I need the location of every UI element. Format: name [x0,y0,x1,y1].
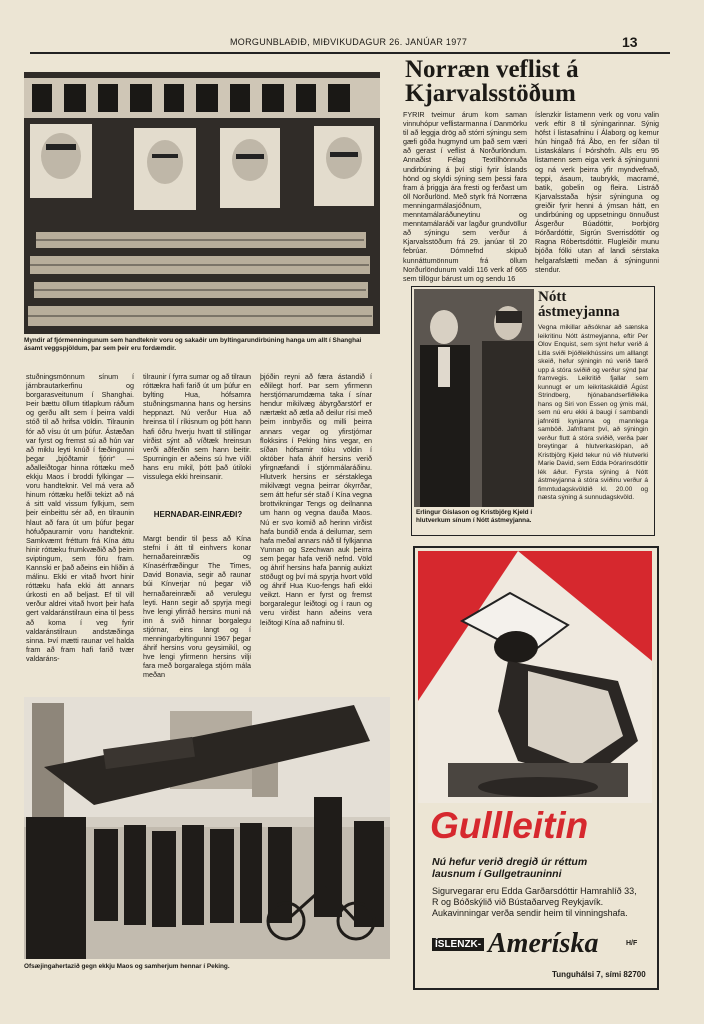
ad-company-prefix: ÍSLENZK- [432,938,484,951]
ad-logo [430,928,650,964]
photo-shanghai-posters-art [24,72,380,334]
right-article-headline: Norræn veflist á Kjarvalsstöðum [405,56,579,107]
photo-theater-actors-art [414,289,534,507]
ad-address: Tunguhálsi 7, sími 82700 [552,970,646,979]
left-article-col3: þjóðin reyni að færa ástandið í eðlilegt horf. Þar sem yfirmenn herstjórnarumdæma taka í sínar hendur mikilvæg ábyrgðarstörf er nærtækt að ætla að deilur rísi með þeim innbyrðis og milli þeirra annars vegar og yfirstjórnar flokksins í Peking hins vegar, en síðan hófsamir tóku völdin í október hafa áhrif hersins verið yfirgnæfandi í stjórnmálaráðinu. Hlutverk hersins er sérstaklega mikilvægt vegna þeirrar ókyrrðar, sem átt hefur sér stað í Kína vegna brottvikningar Tengs og deilnanna um hann og vegna dauða Maos. Nú er svo komið að herinn virðist hafa bundið enda á deilurnar, sem hafa meðal annars náð til fylkjanna Yunnan og Szechwan auk þeirra sem þegar hafa verið nefnd. Völd og áhrif hersins hafa þannig aukizt stöðugt og því má spyrja hvort völd og áhrif Hua Kuo-fengs hafi ekki veikzt. Hann er fyrst og fremst borgaralegur leiðtogi og í raun og veru virðist hann aðeins vera leiðtogi Kína að nafninu til. [260,372,372,627]
ad-company-suffix: H/F [626,940,638,947]
photo-peking-demonstration-art [24,697,390,959]
ad-winners: Sigurvegarar eru Edda Garðarsdóttir Hamrahlíð 33, R og Bóðskýlið við Bústaðarveg Reykjavík. Aukavinningar verða sendir heim til vinningshafa. [432,886,637,918]
ad-prospector-art [418,551,652,803]
masthead: MORGUNBLAÐIÐ, MIÐVIKUDAGUR 26. JANÚAR 1977 [230,37,468,47]
header-rule [30,52,670,54]
photo-peking-demonstration [24,697,390,959]
left-article-subhead: HERNAÐAR-EINRÆÐI? [153,510,243,519]
page-number: 13 [622,34,638,50]
ad-slogan: Nú hefur verið dregið úr réttum lausnum í Gullgetrauninni [432,856,588,880]
photo-theater-actors [414,289,534,507]
right-article-col1: FYRIR tveimur árum kom saman vinnuhópur veflistarmanna í Danmörku til að leggja drög að stórri sýningu sem gæfi góða hugmynd um það sem væri að gerast í veflist á Norðurlöndum. Annaðist Félag Textílhönnuða undirbúning á því stigi fyrir Íslands hönd og skyldi sýning sem þessi fara fram á þriggja ára fresti og ferðast um öll Norðurlönd. Með styrk frá Norræna menningarmálasjóðnum, menntamálaráðuneytinu og menntamálaráði var lagður grundvöllur að sýningu sem verður á Kjarvalsstöðum frá 29. janúar til 20 febrúar. Dómnefnd skipuð kunnáttumönnum frá öllum Norðurlöndunum valdi 116 verk af 665 sem tillögur bárust um og sendu 16 [403,110,527,283]
theater-title: Nótt ástmeyjanna [538,289,620,320]
ad-brand: Gullleitin [430,805,589,846]
photo1-caption: Myndir af fjórmenningunum sem handteknir voru og sakaðir um byltingarundirbúning hanga um allt í Shanghai ásamt veggspjöldum, þar sem þeir eru fordæmdir. [24,337,362,352]
photo2-caption: Ofsæjingahertazið gegn ekkju Maos og samherjum hennar í Peking. [24,963,230,970]
theater-body: Vegna mikillar aðsóknar að sænska leikritinu Nótt ástmeyjanna, eftir Per Olov Enquist, sem sýnt hefur verið á Litla sviði Þjóðleikhússins um alllangt skeið, hefur sýningin nú verið færð upp á stóra sviðið og verður sýnd þar framvegis. Leikritið fjallar sem kunnugt er um leikritaskáldið Ágúst Strindberg, hjónabandserfiðleika hans og Siri von Essen og ýmis mál, sem nú eru ekki á baugi í sambandi jafnrétti kynjanna og mannlega samböð. Jafnframt því, að sýningin verður flutt á stóra sviðið, verða þær breytingar á hlutverkaskipan, að Kristbjörg Kjeld tekur nú við hlutverki Marie David, sem Edda Þórarinsdóttir lék áður. Fyrsta sýning á Nótt ástmeyjanna á stóra sviðinu verður á fimmtudagskvöldið kl. 20.00 og næsta sýning á sunnudagskvöld. [538,324,648,501]
left-article-col1: stuðningsmönnum sínum í járnbrautarkerfinu og borgarasveitunum í Shanghai. Þeir bættu öllum titlapkum ráðum og gerðu allt sem í þeirra valdi stóð til að hrifsa völdin. Tilraunin fór að vísu út um þúfur. Ástæðan var fyrst og fremst sú að hún var að miklu leyti knúð í fæðingunni þegar „bjóðtamir fjórir“ — aðalleiðtogar hinna róttæku með ekkju Maos í broddi fylkingar — voru handteknir. Vel má vera að hinum róttæku hefði tekizt að ná á sitt vald vissum fylkjum, sem þeir einbeittu sér að, en tilraunin hlaut að fara út um þúfur þegar höfuðpaurarnir voru handteknir. Samkvæmt fréttum frá Kína áttu hinir róttæku frumkvæðið að þeim sviptingum, sem fóru fram. Kannski er það aðeins ein hliðin á málinu. Ekki er vitað hvort hinir róttæku hafa ekki átt annars úrkosti en að beljast. Ef til vill verður aldrei vitað hvort þeir hafa gert valdaránstilraun eina til þess að koma í veg fyrir valdaránstilraun andstæðinga sinna. Því mætti raunar vel halda fram að fram hafi farið tvær valdaráns- [26,372,134,663]
left-article-col2b: Margt bendir til þess að Kína stefni í átt til einhvers konar hernaðareinræðis og Kínasérfræðingur The Times, David Bonavia, segir að raunar búi Kínverjar nú þegar við hernaðareinræði að verulegu leyti. Hann segir að spyrja megi hve lengi yfirráð hersins muni ná inn á svið hinnar borgalegu stjórnar, eins langt og í menningarbyltingunni 1967 þegar áhrif hersins voru geysimikil, og hve lengi yfirmenn hersins vilji fara með borgaralega stjórn mála meðan [143,534,251,680]
theater-photo-caption: Erlingur Gíslason og Kristbjörg Kjeld í hlutverkum sínum í Nótt ástmeyjanna. [416,509,533,524]
photo-shanghai-posters [24,72,380,334]
right-article-col2: íslenzkir listamenn verk og voru valin verk eftir 8 til sýningarinnar. Sýnig höfst í listasafninu í Álaborg og kemur hún hingað frá Åbo, en fer síðan til Listaskálans í Þórshöfn. Alls eru 95 listamenn sem eiga verk á sýningunni og ná verk þeirra yfir myndvefnað, teppi, ásaum, taubrykk, macramé, batik, gobelin og fleira. Listráð Kjarvalsstaða hýsir sýninguna og greiðir fyrir henni á ýmsan hátt, en undirbúning og uppsetningu önnuðust Ásgerður Búadóttir, Þorbjörg Þórðardóttir, Sigrún Sverrisdóttir og Ragna Róbertsdóttir. Flugleiðir munu bjóða fólki utan af landi sérstaka helgarafslætti meðan á sýningunni stendur. [535,110,659,274]
ad-company-name: Ameríska [488,928,599,959]
left-article-col2a: tilraunir í fyrra sumar og að tilraun róttækra hafi farið út um þúfur en bylting Hua, hófsamra stuðningsmanna hans og hersins heppnazt. Nú verður Hua að hreinsa til í ríkisnum og þótt hann hafi óðru hverju hvatt til stillingar virðist sýnt að víðtæk hreinsun verði aðferðin sem hann beitir. Spurningin er aðeins sú hve víðl hans eru mikil, þótt það útiloki vissulega ekki hreinsanir. [143,372,251,482]
ad-red-panel [418,551,652,803]
